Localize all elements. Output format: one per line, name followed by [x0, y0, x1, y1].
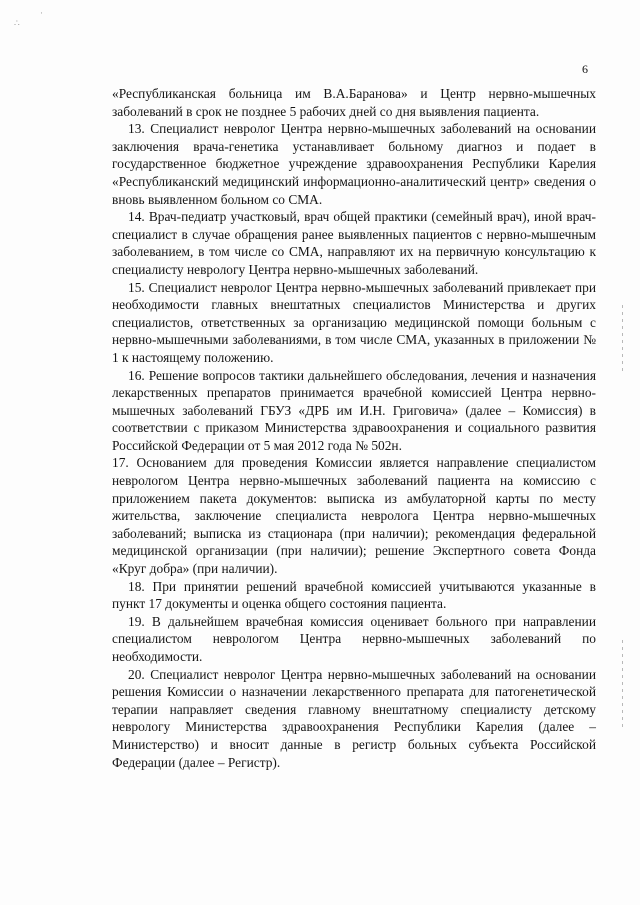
paragraph-item-20: 20. Специалист невролог Центра нервно-мышечных заболеваний на основании решения Комиссии о назначении лекарственного препарата для патогенетической терапии направляет сведения главному внештатному специалисту детскому неврологу Министерства здравоохранения Республики Карелия (далее – Министерство) и вносит данные в регистр больных субъекта Российской Федерации (далее – Регистр). — [112, 666, 596, 770]
paragraph-item-15: 15. Специалист невролог Центра нервно-мышечных заболеваний привлекает при необходимости главных внештатных специалистов Министерства и других специалистов, ответственных за организацию медицинской помощи больным с нервно-мышечными заболеваниями, в том числе СМА, указанных в приложении № 1 к настоящему положению. — [112, 279, 596, 365]
paragraph-item-19: 19. В дальнейшем врачебная комиссия оценивает больного при направлении специалистом неврологом Центра нервно-мышечных заболеваний по необходимости. — [112, 613, 596, 664]
paragraph-continuation: «Республиканская больница им В.А.Баранова» и Центр нервно-мышечных заболеваний в срок не позднее 5 рабочих дней со дня выявления пациента. — [112, 86, 596, 119]
scan-artifact: ∴ — [14, 18, 20, 28]
scan-edge-mark — [622, 640, 623, 730]
paragraph-item-13: 13. Специалист невролог Центра нервно-мышечных заболеваний на основании заключения врача-генетика устанавливает больному диагноз и подает в государственное бюджетное учреждение здравоохранения Республики Карелия «Республиканский медицинский информационно-аналитический центр» сведения о вновь выявленном больном со СМА. — [112, 121, 596, 207]
paragraph-item-17: 17. Основанием для проведения Комиссии является направление специалистом неврологом Центра нервно-мышечных заболеваний пациента на комиссию с приложением пакета документов: выписка из амбулаторной карты по месту жительства, заключение специалиста невролога Центра нервно-мышечных заболеваний; выписка из стационара (при наличии); рекомендация федеральной медицинской организации (при наличии); решение Экспертного совета Фонда «Круг добра» (при наличии). — [112, 455, 596, 577]
document-body — [112, 85, 596, 771]
scan-artifact: · — [40, 8, 43, 18]
paragraph-item-18: 18. При принятии решений врачебной комиссией учитываются указанные в пункт 17 документы и оценка общего состояния пациента. — [112, 578, 596, 612]
paragraph-item-16: 16. Решение вопросов тактики дальнейшего обследования, лечения и назначения лекарственных препаратов принимается врачебной комиссией Центра нервно-мышечных заболеваний ГБУЗ «ДРБ им И.Н. Григовича» (далее – Комиссия) в соответствии с приказом Министерства здравоохранения и социального развития Российской Федерации от 5 мая 2012 года № 502н. — [112, 367, 596, 453]
paragraph-item-14: 14. Врач-педиатр участковый, врач общей практики (семейный врач), иной врач-специалист в случае обращения ранее выявленных пациентов с нервно-мышечным заболеванием, в том числе со СМА, направляют их на первичную консультацию к специалисту неврологу Центра нервно-мышечных заболеваний. — [112, 209, 596, 277]
scan-edge-mark — [622, 305, 623, 375]
page-number: 6 — [582, 62, 588, 76]
